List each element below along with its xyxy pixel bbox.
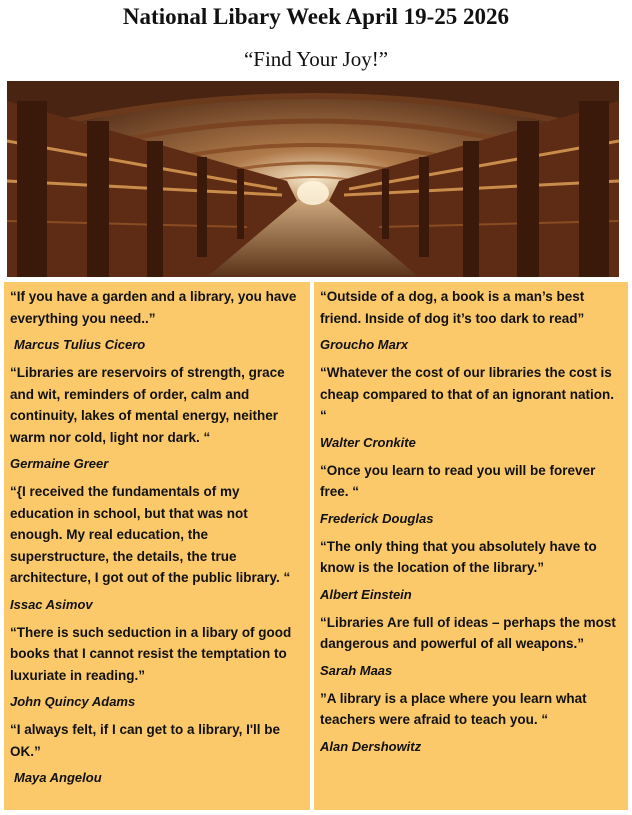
page-subtitle: “Find Your Joy!” (243, 47, 389, 71)
quote-author: Issac Asimov (10, 596, 93, 612)
library-hall-photo (7, 81, 619, 277)
quote-text: “The only thing that you absolutely have to know is the location of the library.” (320, 538, 597, 575)
quote-author: Maya Angelou (14, 770, 102, 785)
quote-author: Albert Einstein (320, 586, 412, 602)
quote-author: Sarah Maas (320, 662, 393, 678)
quote-author: Groucho Marx (320, 337, 409, 352)
quote-text: “Libraries are reservoirs of strength, grace and wit, reminders of order, calm and continuity, lakes of mental energy, neither warm nor cold, light nor dark. “ (10, 365, 285, 445)
quote-author: Walter Cronkite (320, 434, 416, 450)
quote-author: Frederick Douglas (320, 510, 434, 526)
quote-text: “Once you learn to read you will be forever free. “ (320, 462, 596, 499)
left-quote-column (4, 282, 310, 810)
quote-author: Germaine Greer (10, 456, 109, 471)
quote-text: “Libraries Are full of ideas – perhaps the most dangerous and powerful of all weapons.” (320, 614, 616, 651)
quote-author: Alan Dershowitz (320, 738, 422, 754)
quote-text: ”A library is a place where you learn what teachers were afraid to teach you. “ (320, 690, 587, 727)
page-title: National Libary Week April 19-25 2026 (122, 4, 510, 29)
quote-text: “I always felt, if I can get to a library, I'll be OK.” (10, 722, 281, 759)
quote-author: John Quincy Adams (10, 694, 136, 709)
quote-author: Marcus Tulius Cicero (14, 337, 146, 352)
quote-text: “There is such seduction in a libary of good books that I cannot resist the temptation to luxuriate in reading.” (10, 624, 292, 683)
quote-text: “{I received the fundamentals of my education in school, but that was not enough. My real education, the superstructure, the details, the true architecture, I got out of the public library. “ (10, 484, 291, 585)
quote-text: “If you have a garden and a library, you have everything you need..” (10, 289, 297, 326)
quote-text: “Outside of a dog, a book is a man’s best friend. Inside of dog it’s too dark to read” (320, 289, 585, 326)
right-quote-column (314, 282, 628, 810)
quote-text: “Whatever the cost of our libraries the cost is cheap compared to that of an ignorant nation. “ (320, 365, 615, 423)
